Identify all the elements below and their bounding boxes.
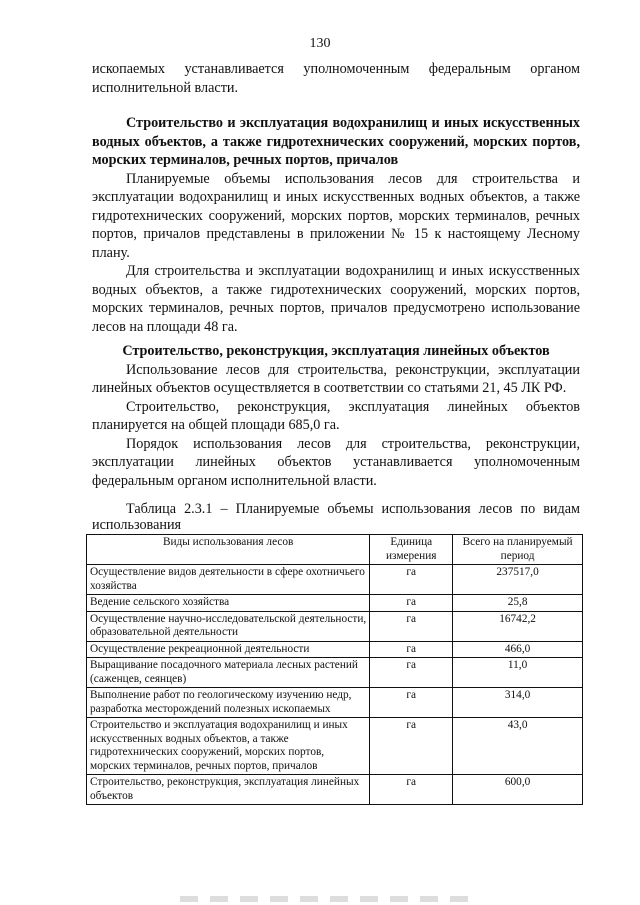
- paragraph-linear-objects-procedure: Порядок использования лесов для строительства, реконструкции, эксплуатации линейных объектов устанавливается уполномоченным федеральным органом исполнительной власти.: [92, 435, 580, 489]
- table-row: [87, 565, 583, 595]
- cell-kind: Осуществление рекреационной деятельности: [87, 641, 370, 658]
- cell-unit: га: [370, 718, 453, 775]
- cell-total: 314,0: [453, 688, 583, 718]
- cell-kind: Ведение сельского хозяйства: [87, 595, 370, 612]
- cell-total: 43,0: [453, 718, 583, 775]
- table-row: [87, 718, 583, 775]
- page-number: 130: [309, 36, 331, 51]
- section-heading-linear-objects: Строительство, реконструкция, эксплуатация линейных объектов: [122, 343, 550, 359]
- table-row: [87, 775, 583, 805]
- cell-kind: Выполнение работ по геологическому изучению недр, разработка месторождений полезных ископаемых: [87, 688, 370, 718]
- cell-unit: га: [370, 565, 453, 595]
- header-total: Всего на планируемый период: [453, 535, 583, 565]
- paragraph-reservoirs-area: Для строительства и эксплуатации водохранилищ и иных искусственных водных объектов, а также гидротехнических сооружений, морских портов, морских терминалов, речных портов, причалов предусмотрено использование лесов на площади 48 га.: [92, 263, 580, 335]
- cell-total: 11,0: [453, 658, 583, 688]
- table-row: [87, 688, 583, 718]
- cell-kind: Строительство, реконструкция, эксплуатация линейных объектов: [87, 775, 370, 805]
- intro-text: [92, 60, 580, 97]
- section-heading-reservoirs: Строительство и эксплуатация водохранилищ и иных искусственных водных объектов, а также гидротехнических сооружений, морских портов, морских терминалов, речных портов, причалов: [92, 115, 580, 168]
- section-reservoirs: [92, 114, 580, 336]
- cell-unit: га: [370, 595, 453, 612]
- cell-kind: Строительство и эксплуатация водохранилищ и иных искусственных водных объектов, а также гидротехнических сооружений, морских портов, морских терминалов, речных портов, причалов: [87, 718, 370, 775]
- section-linear-objects: [92, 342, 580, 490]
- cell-total: 466,0: [453, 641, 583, 658]
- forest-use-table: [86, 534, 583, 805]
- cell-unit: га: [370, 658, 453, 688]
- cell-unit: га: [370, 641, 453, 658]
- paragraph-reservoirs-volumes: Планируемые объемы использования лесов для строительства и эксплуатации водохранилищ и иных искусственных водных объектов, а также гидротехнических сооружений, морских портов, морских терминалов, речных портов, причалов представлены в приложении № 15 к настоящему Лесному плану.: [92, 170, 580, 261]
- cell-total: 600,0: [453, 775, 583, 805]
- table-row: [87, 595, 583, 612]
- table-row: [87, 658, 583, 688]
- cell-kind: Осуществление видов деятельности в сфере охотничьего хозяйства: [87, 565, 370, 595]
- paragraph-linear-objects-area: Строительство, реконструкция, эксплуатация линейных объектов планируется на общей площади 685,0 га.: [92, 398, 580, 433]
- intro-paragraph: ископаемых устанавливается уполномоченным федеральным органом исполнительной власти.: [92, 61, 580, 96]
- table-row: [87, 641, 583, 658]
- table-row: [87, 611, 583, 641]
- cell-kind: Осуществление научно-исследовательской деятельности, образовательной деятельности: [87, 611, 370, 641]
- cell-total: 25,8: [453, 595, 583, 612]
- cell-unit: га: [370, 688, 453, 718]
- scan-edge-artifact: [180, 896, 480, 902]
- cell-total: 16742,2: [453, 611, 583, 641]
- header-kind: Виды использования лесов: [87, 535, 370, 565]
- header-unit: Единица измерения: [370, 535, 453, 565]
- paragraph-linear-objects-basis: Использование лесов для строительства, реконструкции, эксплуатации линейных объектов осуществляется в соответствии со статьями 21, 45 ЛК РФ.: [92, 361, 580, 396]
- table-header-row: [87, 535, 583, 565]
- cell-kind: Выращивание посадочного материала лесных растений (саженцев, сеянцев): [87, 658, 370, 688]
- cell-total: 237517,0: [453, 565, 583, 595]
- cell-unit: га: [370, 611, 453, 641]
- cell-unit: га: [370, 775, 453, 805]
- table-caption: Таблица 2.3.1 – Планируемые объемы использования лесов по видам использования: [92, 501, 580, 533]
